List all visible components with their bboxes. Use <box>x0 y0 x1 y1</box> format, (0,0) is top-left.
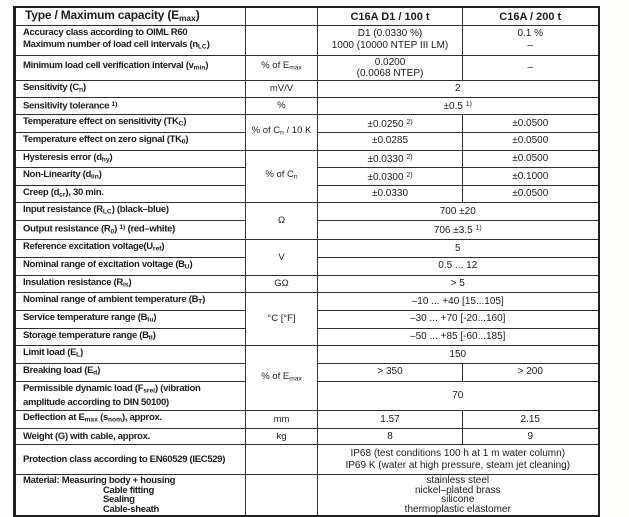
weight-label: Weight (G) with cable, approx. <box>15 429 246 445</box>
limit-load-label: Limit load $(E_L)$ <box>15 346 246 364</box>
min-interval-value2: – <box>463 55 599 80</box>
dynamic-load-label-line2: amplitude according to DIN 50100) <box>23 397 169 409</box>
dynamic-load-value: 70 <box>318 381 599 411</box>
accuracy-value1-line1: D1 (0.0330 %) <box>357 28 423 40</box>
protection-unit-cell <box>246 445 318 475</box>
weight-value2: 9 <box>463 429 599 445</box>
protection-value <box>318 445 599 475</box>
accuracy-value2 <box>463 26 599 56</box>
deflection-label: Deflection at $E_{max}$ $(s_{nom})$, approx. <box>15 411 246 429</box>
insulation-label: Insulation resistance $(R_{is})$ <box>15 275 246 293</box>
min-interval-label: Minimum load cell verification interval $(v_{min})$ <box>15 55 246 80</box>
ref-excitation-label: Reference excitation $voltage(U_{ref})$ <box>15 240 246 258</box>
kg-unit: kg <box>246 429 318 445</box>
material-label-title: Material: Measuring body + housing <box>23 475 176 487</box>
creep-value2: ±0.0500 <box>463 185 599 203</box>
non-linearity-label: Non-Linearity $(d_{lin})$ <box>15 168 246 186</box>
nom-excitation-label: Nominal range of excitation voltage $(B_U)$ <box>15 258 246 276</box>
row-deflection <box>15 411 599 429</box>
tk-unit: % of $C_n / 10$ K <box>246 115 318 150</box>
service-temp-label: Service temperature range $(B_{tu})$ <box>15 311 246 329</box>
accuracy-value1-line2: 1000 (10000 NTEP III LM) <box>331 40 449 52</box>
material-label-cable-fitting: Cable fitting <box>103 484 154 496</box>
non-linearity-value1: ±0.0300 $^{2)}$ <box>318 168 463 186</box>
row-protection-class <box>15 445 599 475</box>
breaking-load-label: Breaking load $(E_d)$ <box>15 364 246 382</box>
row-reference-excitation <box>15 240 599 258</box>
material-label <box>15 475 246 517</box>
ohm-unit: Ω <box>246 203 318 240</box>
row-hysteresis <box>15 150 599 168</box>
tk-zero-value2: ±0.0500 <box>463 132 599 150</box>
storage-temp-value: –50 ... +85 [-60...185] <box>318 328 599 346</box>
creep-value1: ±0.0330 <box>318 185 463 203</box>
deflection-value2: 2.15 <box>463 411 599 429</box>
limit-load-value: 150 <box>318 346 599 364</box>
sens-tolerance-value: ±0.5 $^{1)}$ <box>318 98 599 115</box>
column-header-product1: C16A D1 / 100 t <box>318 7 463 26</box>
dynamic-load-label-line1: Permissible dynamic load $(F_{srel})$ (vibration <box>23 382 201 395</box>
hysteresis-value1: ±0.0330 $^{2)}$ <box>318 150 463 168</box>
ambient-temp-value: –10 ... +40 [15...105] <box>318 293 599 311</box>
tk-zero-value1: ±0.0285 <box>318 132 463 150</box>
row-min-verification-interval <box>15 55 599 80</box>
output-resistance-value: 706 ±3.5 $^{1)}$ <box>318 221 599 240</box>
min-interval-value1 <box>318 55 463 80</box>
dynamic-load-label <box>15 381 246 411</box>
material-value-line3: silicone <box>441 494 475 506</box>
min-interval-value1-line1: 0.0200 <box>374 56 406 68</box>
accuracy-value2-line2: – <box>527 40 534 52</box>
row-tk-sensitivity <box>15 115 599 133</box>
min-interval-value1-line2: (0.0068 NTEP) <box>356 67 424 79</box>
hysteresis-label: Hysteresis error $(d_{hy})$ <box>15 150 246 168</box>
input-resistance-label: Input resistance $(R_{LC})$ (black–blue) <box>15 203 246 221</box>
protection-value-line1: IP68 (test conditions 100 h at 1 m water column) <box>350 447 566 459</box>
tk-sensitivity-value2: ±0.0500 <box>463 115 599 133</box>
insulation-value: > 5 <box>318 275 599 293</box>
tk-sensitivity-label: Temperature effect on sensitivity $(TK_C)$ <box>15 115 246 133</box>
column-header-product2: C16A / 200 t <box>463 7 599 26</box>
material-value <box>318 475 599 517</box>
tk-sensitivity-value1: ±0.0250 $^{2)}$ <box>318 115 463 133</box>
sensitivity-value: 2 <box>318 80 599 98</box>
deflection-value1: 1.57 <box>318 411 463 429</box>
sens-tolerance-label: Sensitivity tolerance $^{1)}$ <box>15 98 246 115</box>
row-ambient-temperature <box>15 293 599 311</box>
load-cell-spec-table <box>13 6 600 517</box>
material-unit-cell <box>246 475 318 517</box>
row-sensitivity-tolerance <box>15 98 599 115</box>
input-resistance-value: 700 ±20 <box>318 203 599 221</box>
row-sensitivity <box>15 80 599 98</box>
breaking-load-value2: > 200 <box>463 364 599 382</box>
header-unit-cell <box>246 7 318 26</box>
accuracy-label-line2: Maximum number of load cell intervals $(n_{LC})$ <box>23 39 210 51</box>
material-value-line4: thermoplastic elastomer <box>404 503 511 515</box>
material-label-sealing: Sealing <box>103 494 135 506</box>
mm-unit: mm <box>246 411 318 429</box>
row-limit-load <box>15 346 599 364</box>
protection-label: Protection class according to EN60529 (IEC529) <box>15 445 246 475</box>
row-input-resistance <box>15 203 599 221</box>
table-title: Type / Maximum capacity $(E_{max})$ <box>15 7 246 26</box>
service-temp-value: –30 ... +70 [-20...160] <box>318 311 599 329</box>
volt-unit: V <box>246 240 318 275</box>
cn-unit: % of $C_n$ <box>246 150 318 203</box>
emax-unit: % of $E_{max}$ <box>246 346 318 411</box>
tk-zero-label: Temperature effect on zero signal $(TK_0)$ <box>15 132 246 150</box>
accuracy-label-line1: Accuracy class according to OIML R60 <box>23 27 188 39</box>
row-insulation-resistance <box>15 275 599 293</box>
row-weight <box>15 429 599 445</box>
storage-temp-label: Storage temperature range $(B_{tl})$ <box>15 328 246 346</box>
gohm-unit: GΩ <box>246 275 318 293</box>
accuracy-value1 <box>318 26 463 56</box>
header-row <box>15 7 599 26</box>
hysteresis-value2: ±0.0500 <box>463 150 599 168</box>
output-resistance-label: Output resistance $(R_0)$ $^{1)}$ (red–white) <box>15 221 246 240</box>
protection-value-line2: IP69 K (water at high pressure, steam jet cleaning) <box>345 459 571 471</box>
nom-excitation-value: 0.5 ... 12 <box>318 258 599 276</box>
celsius-unit: °C [°F] <box>246 293 318 346</box>
ref-excitation-value: 5 <box>318 240 599 258</box>
material-value-line1: stainless steel <box>426 475 490 487</box>
accuracy-unit-cell <box>246 26 318 56</box>
accuracy-label <box>15 26 246 56</box>
min-interval-unit: % of $E_{max}$ <box>246 55 318 80</box>
sensitivity-label: Sensitivity $(C_n)$ <box>15 80 246 98</box>
row-accuracy-class <box>15 26 599 56</box>
accuracy-value2-line1: 0.1 % <box>517 28 544 40</box>
creep-label: Creep $(d_{cr})$, 30 min. <box>15 185 246 203</box>
material-label-cable-sheath: Cable-sheath <box>103 503 160 515</box>
ambient-temp-label: Nominal range of ambient temperature $(B_T)$ <box>15 293 246 311</box>
sens-tolerance-unit: % <box>246 98 318 115</box>
sensitivity-unit: mV/V <box>246 80 318 98</box>
row-material <box>15 475 599 517</box>
weight-value1: 8 <box>318 429 463 445</box>
breaking-load-value1: > 350 <box>318 364 463 382</box>
non-linearity-value2: ±0.1000 <box>463 168 599 186</box>
material-value-line2: nickel–plated brass <box>414 484 501 496</box>
